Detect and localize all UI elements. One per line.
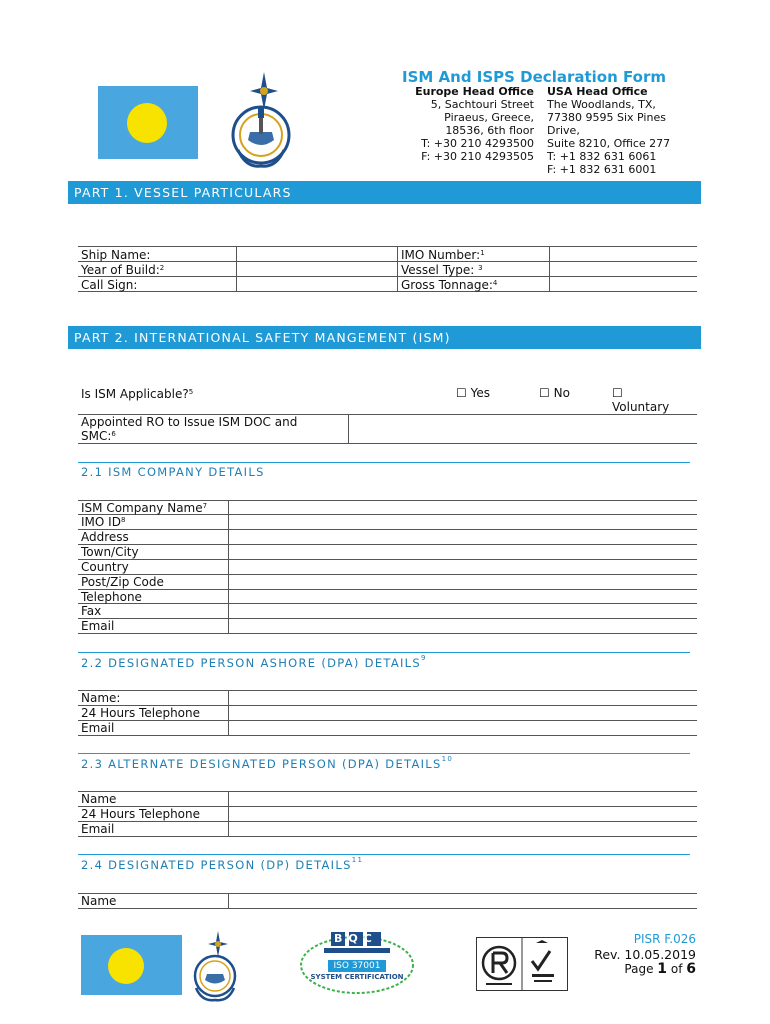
alt-dpa-email-label: Email — [81, 822, 115, 836]
company-name-field[interactable] — [229, 501, 696, 513]
post-zip-field[interactable] — [229, 575, 696, 588]
dpa-section-title: 2.2 DESIGNATED PERSON ASHORE (DPA) DETAILS$^9$ — [81, 654, 427, 670]
alt-dpa-telephone-label: 24 Hours Telephone — [81, 807, 200, 821]
alt-dpa-email-field[interactable] — [229, 822, 696, 835]
country-field[interactable] — [229, 560, 696, 573]
europe-office-line: T: +30 210 4293500 — [421, 137, 534, 150]
dp-name-label: Name — [81, 894, 117, 908]
appointed-ro-field[interactable] — [349, 415, 696, 442]
dp-section-title: 2.4 DESIGNATED PERSON (DP) DETAILS$^{11}$ — [81, 856, 364, 872]
ism-yes-option[interactable]: ☐ Yes — [456, 386, 490, 400]
gross-tonnage-field[interactable] — [550, 277, 696, 290]
part2-heading: PART 2. INTERNATIONAL SAFETY MANGEMENT (ISM) — [68, 326, 701, 349]
vessel-type-label: Vessel Type: $^3$ — [401, 263, 483, 277]
usa-office-heading: USA Head Office — [547, 85, 648, 98]
address-label: Address — [81, 530, 129, 544]
telephone-field[interactable] — [229, 590, 696, 602]
table-divider — [397, 246, 398, 291]
palau-flag-footer — [81, 935, 182, 995]
company-name-label: ISM Company Name$^7$ — [81, 501, 208, 515]
ism-no-option[interactable]: ☐ No — [539, 386, 570, 400]
imo-id-label: IMO $ID^8$ — [81, 515, 126, 529]
bqc-iso-certification-badge — [298, 931, 416, 995]
ism-voluntary-option[interactable]: ☐ Voluntary — [612, 386, 670, 414]
europe-office-line: 5, Sachtouri Street — [430, 98, 534, 111]
table-rule — [78, 836, 697, 837]
dp-name-field[interactable] — [229, 894, 696, 907]
table-rule — [78, 735, 697, 736]
usa-office-block — [547, 85, 697, 176]
table-rule — [78, 291, 697, 292]
town-city-field[interactable] — [229, 545, 696, 558]
iso-standard-text: ISO 37001 — [333, 961, 381, 971]
checkbox-icon[interactable]: ☐ — [539, 386, 550, 400]
alt-dpa-telephone-field[interactable] — [229, 807, 696, 820]
country-label: Country — [81, 560, 129, 574]
dpa-telephone-label: 24 Hours Telephone — [81, 706, 200, 720]
checkbox-icon[interactable]: ☐ — [612, 386, 623, 400]
europe-office-line: F: +30 210 4293505 — [421, 150, 534, 163]
alt-dpa-section-title: 2.3 ALTERNATE DESIGNATED PERSON (DPA) DETAILS$^{10}$ — [81, 755, 454, 771]
usa-office-line: Drive, — [547, 124, 580, 137]
usa-office-line: The Woodlands, TX, — [547, 98, 656, 111]
fax-field[interactable] — [229, 604, 696, 617]
table-rule — [78, 908, 697, 909]
fax-label: Fax — [81, 604, 102, 618]
form-title: ISM And ISPS Declaration Form — [402, 68, 666, 86]
alt-dpa-name-field[interactable] — [229, 792, 696, 805]
registry-seal-footer-icon — [188, 930, 242, 1004]
section-rule — [78, 753, 690, 754]
footer-document-info — [594, 932, 696, 977]
registry-seal-icon — [228, 70, 294, 170]
call-sign-field[interactable] — [237, 277, 396, 290]
dpa-name-label: Name: — [81, 691, 121, 705]
imo-number-label: IMO Number:$^1$ — [401, 248, 485, 262]
europe-office-block — [400, 85, 534, 163]
ism-applicable-label: Is ISM Applicable?$^5$ — [81, 387, 194, 401]
post-zip-label: Post/Zip Code — [81, 575, 164, 589]
email-label: Email — [81, 619, 115, 633]
gross-tonnage-label: Gross Tonnage:$^4$ — [401, 278, 498, 292]
vessel-type-field[interactable] — [550, 262, 696, 275]
alt-dpa-name-label: Name — [81, 792, 117, 806]
revision-date: Rev. 10.05.2019 — [594, 947, 696, 962]
section-rule — [78, 462, 690, 463]
dpa-email-field[interactable] — [229, 721, 696, 734]
part1-heading: PART 1. VESSEL PARTICULARS — [68, 181, 701, 204]
bqc-logo-text: BQC — [334, 932, 378, 945]
year-of-build-label: Year of Build:$^2$ — [81, 263, 165, 277]
section-rule — [78, 854, 690, 855]
telephone-label: Telephone — [81, 590, 142, 604]
europe-office-line: Piraeus, Greece, — [444, 111, 534, 124]
imo-id-field[interactable] — [229, 515, 696, 528]
system-certification-text: SYSTEM CERTIFICATION — [310, 973, 404, 981]
usa-office-line: F: +1 832 631 6001 — [547, 163, 657, 176]
usa-office-line: 77380 9595 Six Pines — [547, 111, 666, 124]
ukas-certification-logo — [476, 937, 568, 991]
table-rule — [78, 633, 697, 634]
dpa-email-label: Email — [81, 721, 115, 735]
form-code: PISR F.026 — [633, 932, 696, 946]
call-sign-label: Call Sign: — [81, 278, 138, 292]
section-rule — [78, 652, 690, 653]
usa-office-line: T: +1 832 631 6061 — [547, 150, 657, 163]
usa-office-line: Suite 8210, Office 277 — [547, 137, 671, 150]
palau-flag — [98, 86, 198, 159]
email-field[interactable] — [229, 619, 696, 632]
table-rule — [78, 443, 697, 444]
appointed-ro-label: Appointed RO to Issue ISM DOC and SMC:$^6$ — [81, 415, 298, 443]
europe-office-line: 18536, 6th floor — [445, 124, 534, 137]
dpa-name-field[interactable] — [229, 691, 696, 704]
dpa-telephone-field[interactable] — [229, 706, 696, 719]
address-field[interactable] — [229, 530, 696, 543]
checkbox-icon[interactable]: ☐ — [456, 386, 467, 400]
town-city-label: Town/City — [81, 545, 139, 559]
page-indicator: Page 1 of 6 — [624, 961, 696, 977]
year-of-build-field[interactable] — [237, 262, 396, 275]
europe-office-heading: Europe Head Office — [415, 85, 534, 98]
ism-company-section-title: 2.1 ISM COMPANY DETAILS — [81, 465, 265, 479]
ship-name-label: Ship Name: — [81, 248, 151, 262]
ship-name-field[interactable] — [237, 247, 396, 260]
imo-number-field[interactable] — [550, 247, 696, 260]
